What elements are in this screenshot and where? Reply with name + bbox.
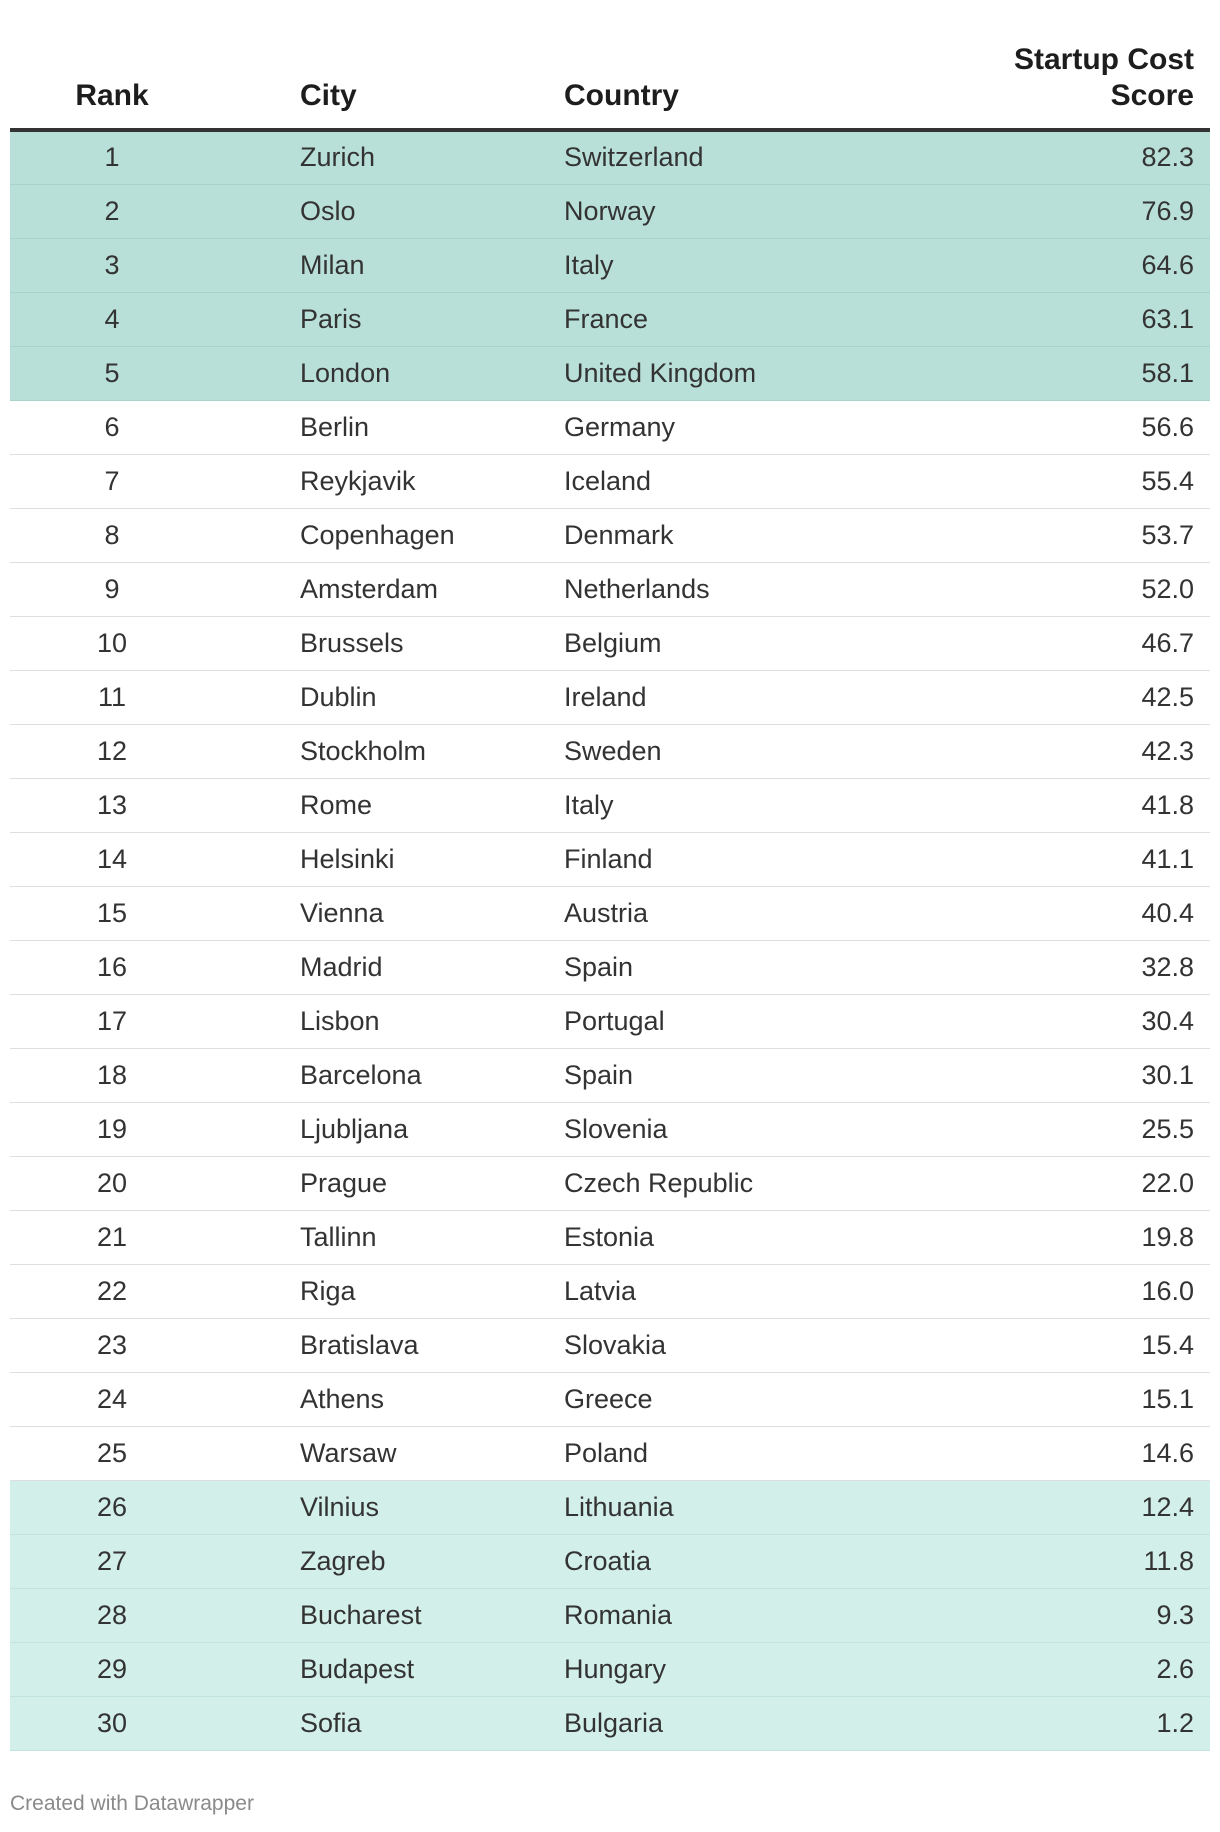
rank-cell: 10: [10, 616, 214, 670]
table-row: [10, 616, 1210, 670]
city-cell: London: [214, 346, 564, 400]
rank-cell: 8: [10, 508, 214, 562]
city-cell: Sofia: [214, 1696, 564, 1750]
score-cell: 76.9: [930, 184, 1210, 238]
country-cell: Latvia: [564, 1264, 930, 1318]
table-row: [10, 778, 1210, 832]
city-cell: Stockholm: [214, 724, 564, 778]
score-cell: 42.5: [930, 670, 1210, 724]
score-cell: 82.3: [930, 130, 1210, 184]
table-row: [10, 724, 1210, 778]
table-row: [10, 1480, 1210, 1534]
score-cell: 22.0: [930, 1156, 1210, 1210]
city-cell: Warsaw: [214, 1426, 564, 1480]
score-cell: 16.0: [930, 1264, 1210, 1318]
city-cell: Budapest: [214, 1642, 564, 1696]
country-cell: Finland: [564, 832, 930, 886]
city-cell: Berlin: [214, 400, 564, 454]
city-cell: Brussels: [214, 616, 564, 670]
rank-cell: 12: [10, 724, 214, 778]
rank-cell: 26: [10, 1480, 214, 1534]
country-cell: Sweden: [564, 724, 930, 778]
score-cell: 46.7: [930, 616, 1210, 670]
score-cell: 30.1: [930, 1048, 1210, 1102]
table-row: [10, 400, 1210, 454]
rank-cell: 3: [10, 238, 214, 292]
table-row: [10, 562, 1210, 616]
score-cell: 58.1: [930, 346, 1210, 400]
rank-cell: 28: [10, 1588, 214, 1642]
score-cell: 53.7: [930, 508, 1210, 562]
city-cell: Milan: [214, 238, 564, 292]
table-row: [10, 994, 1210, 1048]
rank-cell: 17: [10, 994, 214, 1048]
rank-cell: 29: [10, 1642, 214, 1696]
city-cell: Bucharest: [214, 1588, 564, 1642]
country-cell: Belgium: [564, 616, 930, 670]
country-cell: Spain: [564, 1048, 930, 1102]
rank-cell: 18: [10, 1048, 214, 1102]
score-cell: 14.6: [930, 1426, 1210, 1480]
header-row: [10, 36, 1210, 130]
country-cell: Romania: [564, 1588, 930, 1642]
table-row: [10, 1048, 1210, 1102]
column-header-score: [930, 36, 1210, 130]
table-row: [10, 292, 1210, 346]
rank-cell: 19: [10, 1102, 214, 1156]
city-cell: Riga: [214, 1264, 564, 1318]
rank-cell: 6: [10, 400, 214, 454]
country-cell: Italy: [564, 238, 930, 292]
table-header: [10, 36, 1210, 130]
rank-cell: 24: [10, 1372, 214, 1426]
score-cell: 2.6: [930, 1642, 1210, 1696]
score-cell: 15.1: [930, 1372, 1210, 1426]
country-cell: Slovenia: [564, 1102, 930, 1156]
table-row: [10, 1264, 1210, 1318]
rank-cell: 11: [10, 670, 214, 724]
table-row: [10, 1588, 1210, 1642]
score-cell: 55.4: [930, 454, 1210, 508]
city-cell: Oslo: [214, 184, 564, 238]
country-cell: Ireland: [564, 670, 930, 724]
country-cell: Austria: [564, 886, 930, 940]
score-cell: 15.4: [930, 1318, 1210, 1372]
table-row: [10, 238, 1210, 292]
city-cell: Copenhagen: [214, 508, 564, 562]
rank-cell: 21: [10, 1210, 214, 1264]
rank-cell: 20: [10, 1156, 214, 1210]
country-cell: Hungary: [564, 1642, 930, 1696]
table-row: [10, 130, 1210, 184]
city-cell: Vienna: [214, 886, 564, 940]
table-row: [10, 508, 1210, 562]
country-cell: Norway: [564, 184, 930, 238]
country-cell: Spain: [564, 940, 930, 994]
table-row: [10, 1102, 1210, 1156]
country-cell: Slovakia: [564, 1318, 930, 1372]
column-header-score-line2: Score: [1110, 79, 1194, 112]
table-row: [10, 184, 1210, 238]
score-cell: 63.1: [930, 292, 1210, 346]
city-cell: Barcelona: [214, 1048, 564, 1102]
score-cell: 41.8: [930, 778, 1210, 832]
country-cell: Netherlands: [564, 562, 930, 616]
table-row: [10, 1210, 1210, 1264]
country-cell: Greece: [564, 1372, 930, 1426]
rank-cell: 14: [10, 832, 214, 886]
column-header-city: City: [214, 36, 564, 130]
table-row: [10, 1426, 1210, 1480]
table-body: [10, 130, 1210, 1750]
city-cell: Madrid: [214, 940, 564, 994]
country-cell: Croatia: [564, 1534, 930, 1588]
city-cell: Bratislava: [214, 1318, 564, 1372]
table-row: [10, 1696, 1210, 1750]
rank-cell: 4: [10, 292, 214, 346]
rank-cell: 27: [10, 1534, 214, 1588]
score-cell: 9.3: [930, 1588, 1210, 1642]
rank-cell: 7: [10, 454, 214, 508]
city-cell: Amsterdam: [214, 562, 564, 616]
rank-cell: 22: [10, 1264, 214, 1318]
table-row: [10, 670, 1210, 724]
country-cell: Iceland: [564, 454, 930, 508]
country-cell: Poland: [564, 1426, 930, 1480]
rank-cell: 23: [10, 1318, 214, 1372]
column-header-score-line1: Startup Cost: [1014, 43, 1194, 76]
city-cell: Zagreb: [214, 1534, 564, 1588]
city-cell: Athens: [214, 1372, 564, 1426]
city-cell: Prague: [214, 1156, 564, 1210]
rank-cell: 30: [10, 1696, 214, 1750]
city-cell: Rome: [214, 778, 564, 832]
country-cell: Lithuania: [564, 1480, 930, 1534]
country-cell: Bulgaria: [564, 1696, 930, 1750]
country-cell: Italy: [564, 778, 930, 832]
country-cell: Germany: [564, 400, 930, 454]
city-cell: Helsinki: [214, 832, 564, 886]
city-cell: Vilnius: [214, 1480, 564, 1534]
rank-cell: 16: [10, 940, 214, 994]
table-row: [10, 454, 1210, 508]
city-cell: Ljubljana: [214, 1102, 564, 1156]
city-cell: Paris: [214, 292, 564, 346]
city-cell: Zurich: [214, 130, 564, 184]
country-cell: United Kingdom: [564, 346, 930, 400]
score-cell: 12.4: [930, 1480, 1210, 1534]
footer-credit: Created with Datawrapper: [10, 1792, 254, 1815]
city-cell: Reykjavik: [214, 454, 564, 508]
rank-cell: 25: [10, 1426, 214, 1480]
rank-cell: 15: [10, 886, 214, 940]
country-cell: Portugal: [564, 994, 930, 1048]
score-cell: 1.2: [930, 1696, 1210, 1750]
country-cell: France: [564, 292, 930, 346]
country-cell: Switzerland: [564, 130, 930, 184]
table-row: [10, 1534, 1210, 1588]
country-cell: Czech Republic: [564, 1156, 930, 1210]
rank-cell: 1: [10, 130, 214, 184]
score-cell: 19.8: [930, 1210, 1210, 1264]
table-row: [10, 1372, 1210, 1426]
column-header-rank: Rank: [10, 36, 214, 130]
rank-cell: 5: [10, 346, 214, 400]
country-cell: Denmark: [564, 508, 930, 562]
table-row: [10, 1642, 1210, 1696]
city-cell: Dublin: [214, 670, 564, 724]
rank-cell: 13: [10, 778, 214, 832]
score-cell: 52.0: [930, 562, 1210, 616]
column-header-country: Country: [564, 36, 930, 130]
country-cell: Estonia: [564, 1210, 930, 1264]
ranking-table: [10, 36, 1210, 1751]
table-row: [10, 1318, 1210, 1372]
score-cell: 25.5: [930, 1102, 1210, 1156]
score-cell: 41.1: [930, 832, 1210, 886]
table-row: [10, 940, 1210, 994]
table-row: [10, 832, 1210, 886]
table-row: [10, 346, 1210, 400]
score-cell: 30.4: [930, 994, 1210, 1048]
city-cell: Lisbon: [214, 994, 564, 1048]
city-cell: Tallinn: [214, 1210, 564, 1264]
table-row: [10, 1156, 1210, 1210]
score-cell: 64.6: [930, 238, 1210, 292]
score-cell: 11.8: [930, 1534, 1210, 1588]
rank-cell: 2: [10, 184, 214, 238]
score-cell: 32.8: [930, 940, 1210, 994]
table-row: [10, 886, 1210, 940]
score-cell: 56.6: [930, 400, 1210, 454]
rank-cell: 9: [10, 562, 214, 616]
score-cell: 40.4: [930, 886, 1210, 940]
score-cell: 42.3: [930, 724, 1210, 778]
